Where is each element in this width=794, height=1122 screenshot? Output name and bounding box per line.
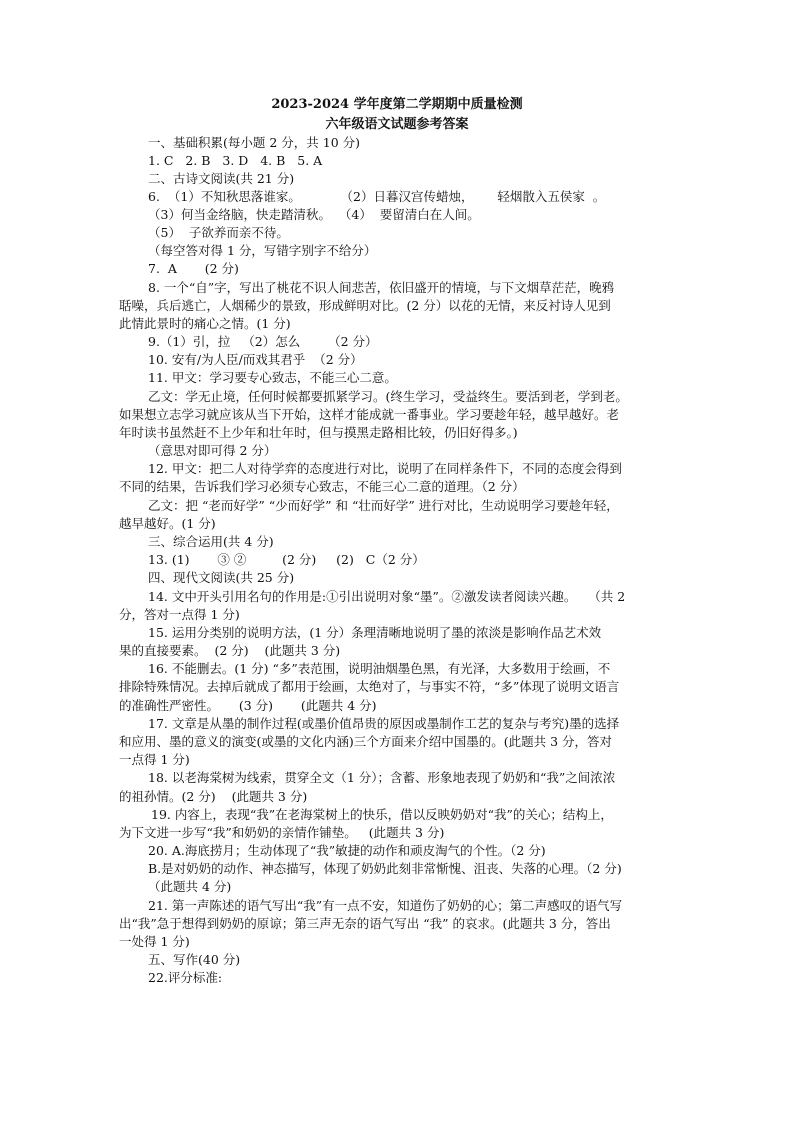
document-subtitle: 六年级语文试题参考答案 [325,117,469,132]
text-line: 一、基础积累(每小题 2 分，共 10 分) [148,135,361,150]
text-line: 聒噪，兵后逃亡，人烟稀少的景致，形成鲜明对比。(2 分）以花的无情，来反衬诗人见到 [119,298,611,313]
text-line: 20. A.海底捞月；生动体现了“我”敏捷的动作和顽皮淘气的个性。（2 分) [148,843,546,858]
text-line: 二、古诗文阅读(共 21 分) [148,171,295,186]
text-line: 和应用、墨的意义的演变(或墨的文化内涵)三个方面来介绍中国墨的。(此题共 3 分，答对 [119,734,613,749]
text-line: 的祖孙情。(2 分) (此题共 3 分) [119,789,308,804]
text-line: 21. 第一声陈述的语气写出“我”有一点不安，知道伤了奶奶的心；第二声感叹的语气写 [148,898,623,913]
text-line: 一点得 1 分) [119,752,190,767]
text-line: 不同的结果，告诉我们学习必须专心致志，不能三心二意的道理。（2 分） [119,479,525,494]
text-line: 年时读书虽然赶不上少年和壮年时，但与摸黑走路相比较，仍旧好得多。) [119,425,518,440]
text-line: 为下文进一步写“我”和奶奶的亲情作铺垫。 (此题共 3 分) [119,825,445,840]
text-line: 6. （1）不知秋思落谁家。 （2）日暮汉宫传蜡烛， 轻烟散入五侯家 。 [148,189,606,204]
text-line: 12. 甲文：把二人对待学弈的态度进行对比，说明了在同样条件下，不同的态度会得到 [148,461,622,476]
text-line: 越早越好。(1 分) [119,516,216,531]
text-line: 1. C 2. B 3. D 4. B 5. A [148,153,323,168]
text-line: 分，答对一点得 1 分) [119,607,240,622]
text-line: 排除特殊情况。去掉后就成了都用于绘画，太绝对了，与事实不符，“多”体现了说明文语言 [119,679,620,694]
text-line: 15. 运用分类别的说明方法，(1 分）条理清晰地说明了墨的浓淡是影响作品艺术效 [148,625,602,640]
text-line: 9.（1）引，拉 （2）怎么 （2 分） [148,334,378,349]
text-line: （5） 子欲养而亲不待。 [148,225,289,240]
text-line: 四、现代文阅读(共 25 分) [148,570,295,585]
text-line: 五、写作(40 分) [148,952,241,967]
text-line: 三、综合运用(共 4 分) [148,534,274,549]
text-line: 19. 内容上，表现“我”在老海棠树上的快乐，借以反映奶奶对“我”的关心；结构上， [151,807,613,822]
text-line: （每空答对得 1 分，写错字别字不给分） [148,243,377,258]
text-line: （3）何当金络脑，快走踏清秋。 （4） 要留清白在人间。 [148,207,480,222]
text-line: 的准确性严密性。 (3 分) (此题共 4 分) [119,698,377,713]
text-line: 8. 一个“自”字，写出了桃花不识人间悲苦，依旧盛开的情境，与下文烟草茫茫，晚鸦 [148,280,615,295]
text-line: 22.评分标准: [148,970,223,985]
text-line: 乙文：把 “老而好学” “少而好学” 和 “壮而好学” 进行对比，生动说明学习要趁年轻， [148,498,619,513]
text-line: 16. 不能删去。(1 分) “多”表范围，说明油烟墨色黑，有光泽，大多数用于绘画，不 [148,661,611,676]
text-line: B.是对奶奶的动作、神态描写，体现了奶奶此刻非常惭愧、沮丧、失落的心理。（2 分) [148,861,622,876]
text-line: 出“我”急于想得到奶奶的原谅；第三声无奈的语气写出 “我” 的哀求。(此题共 3 分，答出 [119,916,611,931]
text-line: 如果想立志学习就应该从当下开始，这样才能成就一番事业。学习要趁年轻，越早越好。老 [119,407,620,422]
text-line: 乙文：学无止境，任何时候都要抓紧学习。(终生学习，受益终生。要活到老，学到老。 [148,389,628,404]
text-line: 18. 以老海棠树为线索，贯穿全文（1 分）；含蓄、形象地表现了奶奶和“我”之间浓浓 [148,770,616,785]
text-line: 13. (1) ③ ② (2 分) (2) C（2 分） [148,552,425,567]
text-line: 此情此景时的痛心之情。(1 分) [119,316,291,331]
text-line: （意思对即可得 2 分） [148,443,277,458]
document-title: 2023-2024 学年度第二学期期中质量检测 [271,97,523,112]
text-line: 10. 安有/为人臣/而戏其君乎 （2 分） [148,352,363,367]
text-line: 17. 文章是从墨的制作过程(或墨价值昂贵的原因或墨制作工艺的复杂与考究)墨的选择 [148,716,620,731]
text-line: 11. 甲文：学习要专心致志，不能三心二意。 [148,370,397,385]
text-line: （此题共 4 分) [148,879,232,894]
text-line: 7. A (2 分) [148,261,239,276]
text-line: 果的直接要素。 (2 分) (此题共 3 分) [119,643,341,658]
text-line: 14. 文中开头引用名句的作用是:①引出说明对象“墨”。②激发读者阅读兴趣。 （共 2 [148,589,626,604]
text-line: 一处得 1 分) [119,934,190,949]
